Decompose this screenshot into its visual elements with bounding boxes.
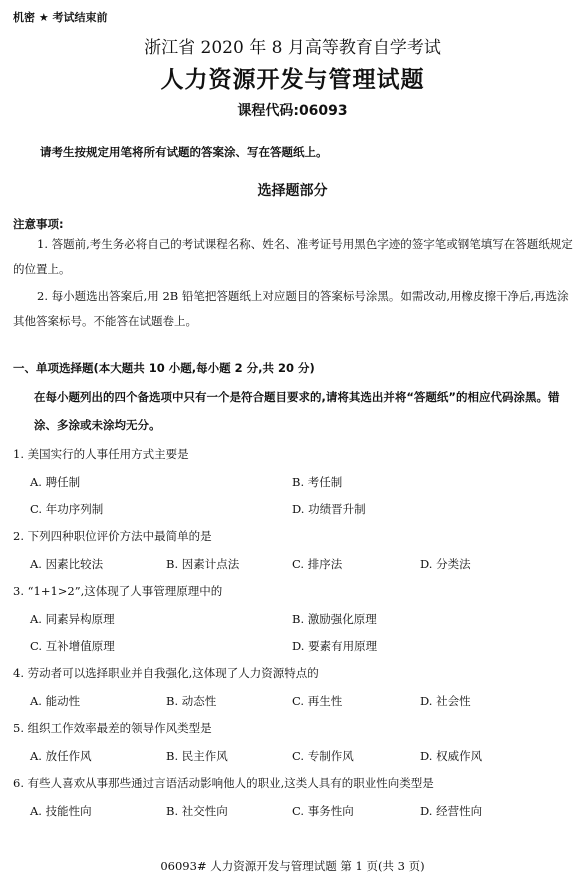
page-footer: 06093# 人力资源开发与管理试题 第 1 页(共 3 页) xyxy=(160,859,425,873)
question-2-stem: 2. 下列四种职位评价方法中最简单的是 xyxy=(13,529,212,543)
notice-item-1-text: 1. 答题前,考生务必将自己的考试课程名称、姓名、准考证号用黑色字迹的签字笔或钢笔填写在答题纸规定的位置上。 xyxy=(13,237,573,276)
question-6-option-d: D. 经营性向 xyxy=(420,804,483,818)
question-5-option-d: D. 权威作风 xyxy=(420,749,483,763)
exam-title: 人力资源开发与管理试题 xyxy=(160,67,425,93)
question-3-option-c: C. 互补增值原理 xyxy=(30,639,115,653)
question-2-option-a: A. 因素比较法 xyxy=(30,557,104,571)
question-1-option-b: B. 考任制 xyxy=(292,475,343,489)
question-4-option-b: B. 动态性 xyxy=(166,694,217,708)
part1-heading: 一、单项选择题(本大题共 10 小题,每小题 2 分,共 20 分) xyxy=(13,361,315,375)
question-3-option-a: A. 同素异构原理 xyxy=(30,612,115,626)
course-code: 课程代码:06093 xyxy=(237,103,348,119)
confidential-mark: 机密 ★ 考试结束前 xyxy=(13,11,108,24)
notice-item-1 xyxy=(13,232,575,282)
question-4-option-c: C. 再生性 xyxy=(292,694,343,708)
question-2-option-d: D. 分类法 xyxy=(420,557,471,571)
question-5-option-b: B. 民主作风 xyxy=(166,749,228,763)
question-3-stem: 3. “1+1>2”,这体现了人事管理原理中的 xyxy=(13,584,223,598)
question-5-stem: 5. 组织工作效率最差的领导作风类型是 xyxy=(13,721,212,735)
notice-item-2-text: 2. 每小题选出答案后,用 2B 铅笔把答题纸上对应题目的答案标号涂黑。如需改动,用橡皮擦干净后,再选涂其他答案标号。不能答在试题卷上。 xyxy=(13,289,569,328)
question-6-stem: 6. 有些人喜欢从事那些通过言语活动影响他人的职业,这类人具有的职业性向类型是 xyxy=(13,776,434,790)
question-6-option-a: A. 技能性向 xyxy=(30,804,92,818)
question-1-option-d: D. 功绩晋升制 xyxy=(292,502,366,516)
question-5-option-c: C. 专制作风 xyxy=(292,749,354,763)
notice-heading: 注意事项: xyxy=(13,217,64,231)
exam-name: 浙江省 2020 年 8 月高等教育自学考试 xyxy=(144,38,441,58)
question-2-option-c: C. 排序法 xyxy=(292,557,343,571)
question-2-option-b: B. 因素计点法 xyxy=(166,557,240,571)
question-1-option-c: C. 年功序列制 xyxy=(30,502,104,516)
question-1-option-a: A. 聘任制 xyxy=(30,475,81,489)
question-1-stem: 1. 美国实行的人事任用方式主要是 xyxy=(13,447,189,461)
answer-instruction: 请考生按规定用笔将所有试题的答案涂、写在答题纸上。 xyxy=(40,145,328,159)
question-6-option-b: B. 社交性向 xyxy=(166,804,228,818)
question-6-option-c: C. 事务性向 xyxy=(292,804,354,818)
notice-item-2 xyxy=(13,284,575,334)
question-4-stem: 4. 劳动者可以选择职业并自我强化,这体现了人力资源特点的 xyxy=(13,666,319,680)
part1-description: 在每小题列出的四个备选项中只有一个是符合题目要求的,请将其选出并将“答题纸”的相应代码涂黑。错涂、多涂或未涂均无分。 xyxy=(34,390,560,432)
section-title: 选择题部分 xyxy=(257,183,328,199)
question-3-option-b: B. 激励强化原理 xyxy=(292,612,377,626)
question-3-option-d: D. 要素有用原理 xyxy=(292,639,378,653)
question-4-option-a: A. 能动性 xyxy=(30,694,81,708)
question-4-option-d: D. 社会性 xyxy=(420,694,471,708)
question-5-option-a: A. 放任作风 xyxy=(30,749,92,763)
